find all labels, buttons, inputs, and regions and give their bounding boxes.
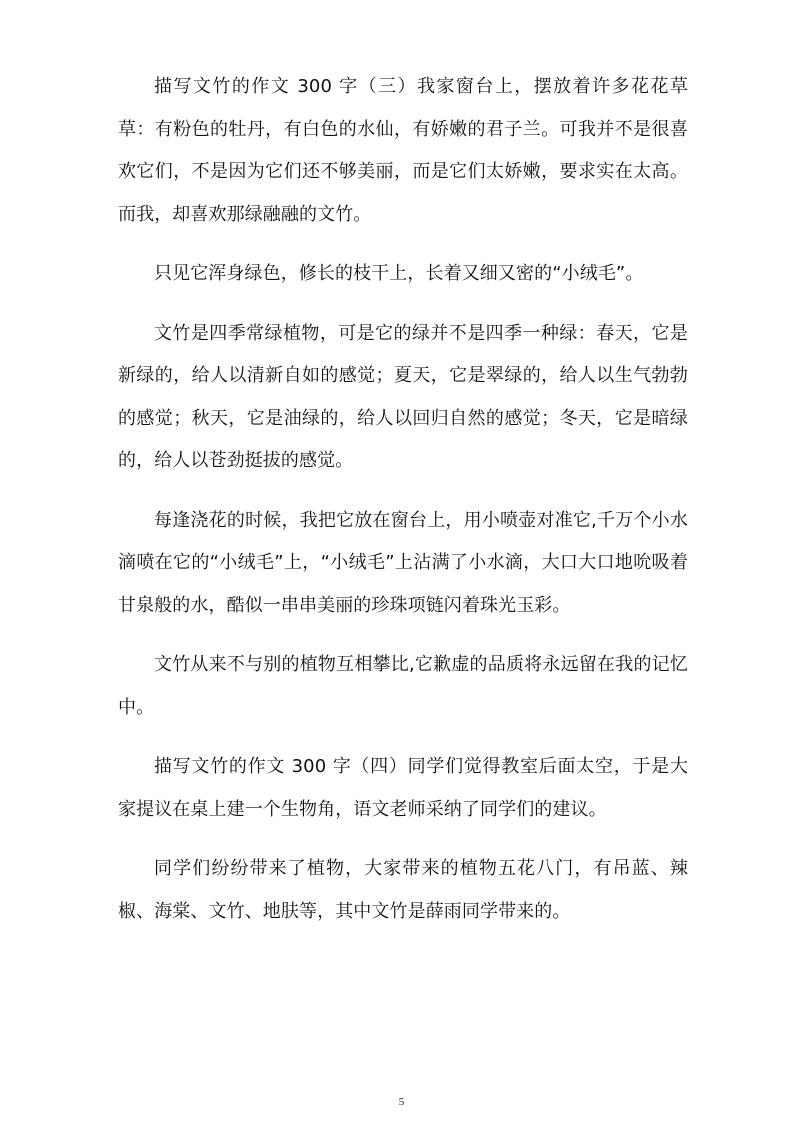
paragraph-7: 同学们纷纷带来了植物，大家带来的植物五花八门，有吊蓝、辣椒、海棠、文竹、地肤等，其中文竹是薛雨同学带来的。 [118,858,688,922]
paragraph-5: 文竹从来不与别的植物互相攀比,它歉虚的品质将永远留在我的记忆中。 [118,654,688,718]
paragraph-3: 文竹是四季常绿植物，可是它的绿并不是四季一种绿：春天，它是新绿的，给人以清新自如的感觉；夏天，它是翠绿的，给人以生气勃勃的感觉；秋天，它是油绿的，给人以回归自然的感觉；冬天，它是暗绿的，给人以苍劲挺拔的感觉。 [118,322,688,471]
page-number: 5 [398,1096,405,1108]
paragraph-1: 描写文竹的作文 300 字（三）我家窗台上，摆放着许多花花草草：有粉色的牡丹，有白色的水仙，有娇嫩的君子兰。可我并不是很喜欢它们，不是因为它们还不够美丽，而是它们太娇嫩，要求实在太高。而我，却喜欢那绿融融的文竹。 [118,76,688,225]
paragraph-6: 描写文竹的作文 300 字（四）同学们觉得教室后面太空，于是大家提议在桌上建一个生物角，语文老师采纳了同学们的建议。 [118,756,688,820]
paragraph-4: 每逢浇花的时候，我把它放在窗台上，用小喷壶对准它,千万个小水滴喷在它的“小绒毛”上，“小绒毛”上沾满了小水滴，大口大口地吮吸着甘泉般的水，酷似一串串美丽的珍珠项链闪着珠光玉彩。 [118,509,688,616]
document-body [118,66,688,950]
paragraph-2: 只见它浑身绿色，修长的枝干上，长着又细又密的“小绒毛”。 [154,263,644,284]
